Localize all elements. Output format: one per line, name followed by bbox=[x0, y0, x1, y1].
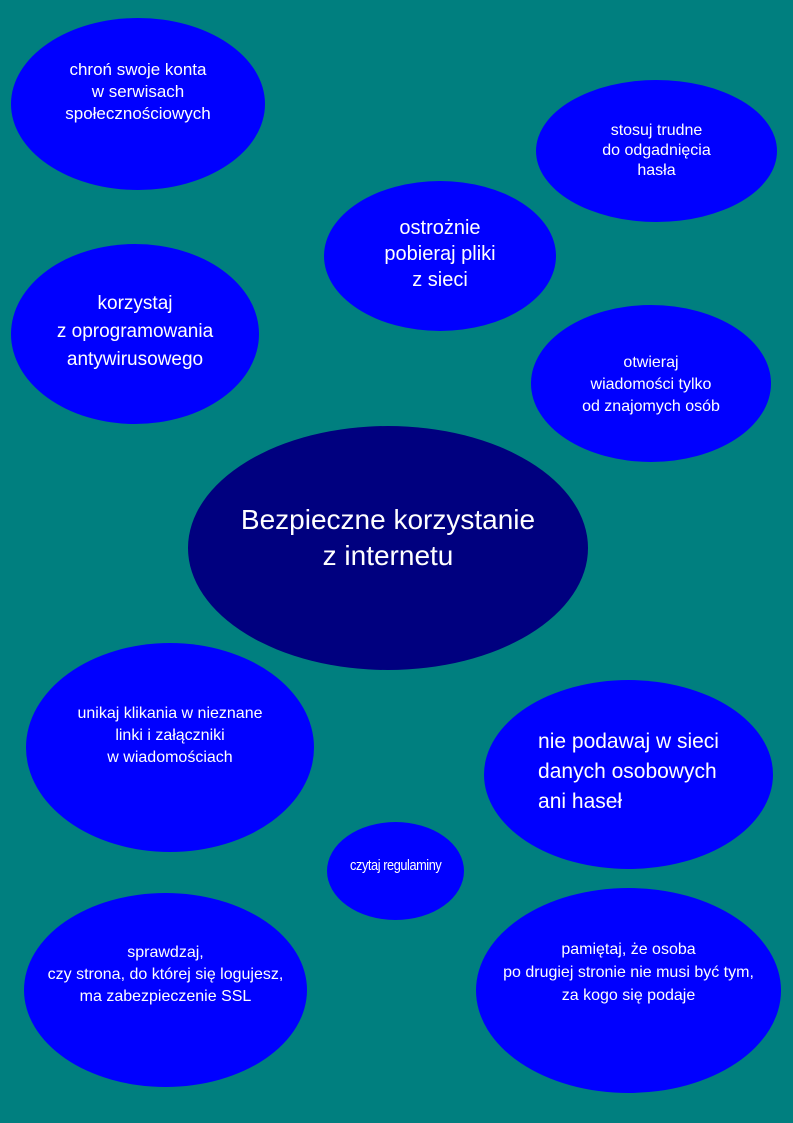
tip-text: unikaj klikania w nieznane linki i załączniki w wiadomościach bbox=[77, 704, 263, 766]
tip-text: otwieraj wiadomości tylko od znajomych osób bbox=[582, 353, 720, 415]
tip-bubble-personal-data bbox=[484, 680, 773, 869]
center-topic-text: Bezpieczne korzystanie z internetu bbox=[240, 504, 536, 571]
tip-bubble-identity-warning bbox=[476, 888, 781, 1093]
tip-bubble-strong-passwords bbox=[536, 80, 777, 222]
tip-bubble-protect-accounts bbox=[11, 18, 265, 190]
tip-bubble-avoid-links bbox=[26, 643, 314, 852]
tip-text: pamiętaj, że osoba po drugiej stronie nie musi być tym, za kogo się podaje bbox=[503, 941, 754, 1004]
tip-text: stosuj trudne do odgadnięcia hasła bbox=[602, 122, 711, 179]
tip-text: ostrożnie pobieraj pliki z sieci bbox=[384, 217, 496, 291]
tip-text: nie podawaj w sieci danych osobowych ani haseł bbox=[538, 729, 719, 813]
center-topic-bubble bbox=[188, 426, 588, 670]
tip-bubble-read-terms bbox=[327, 822, 464, 920]
tip-text: czytaj regulaminy bbox=[349, 857, 442, 874]
tip-text: sprawdzaj, czy strona, do której się logujesz, ma zabezpieczenie SSL bbox=[47, 944, 284, 1005]
tip-text: korzystaj z oprogramowania antywirusowego bbox=[56, 293, 214, 370]
tip-bubble-antivirus bbox=[11, 244, 259, 424]
tip-text: chroń swoje konta w serwisach społecznościowych bbox=[65, 60, 211, 123]
tip-bubble-check-ssl bbox=[24, 893, 307, 1087]
tip-bubble-careful-downloads bbox=[324, 181, 556, 331]
tip-bubble-known-senders bbox=[531, 305, 771, 462]
